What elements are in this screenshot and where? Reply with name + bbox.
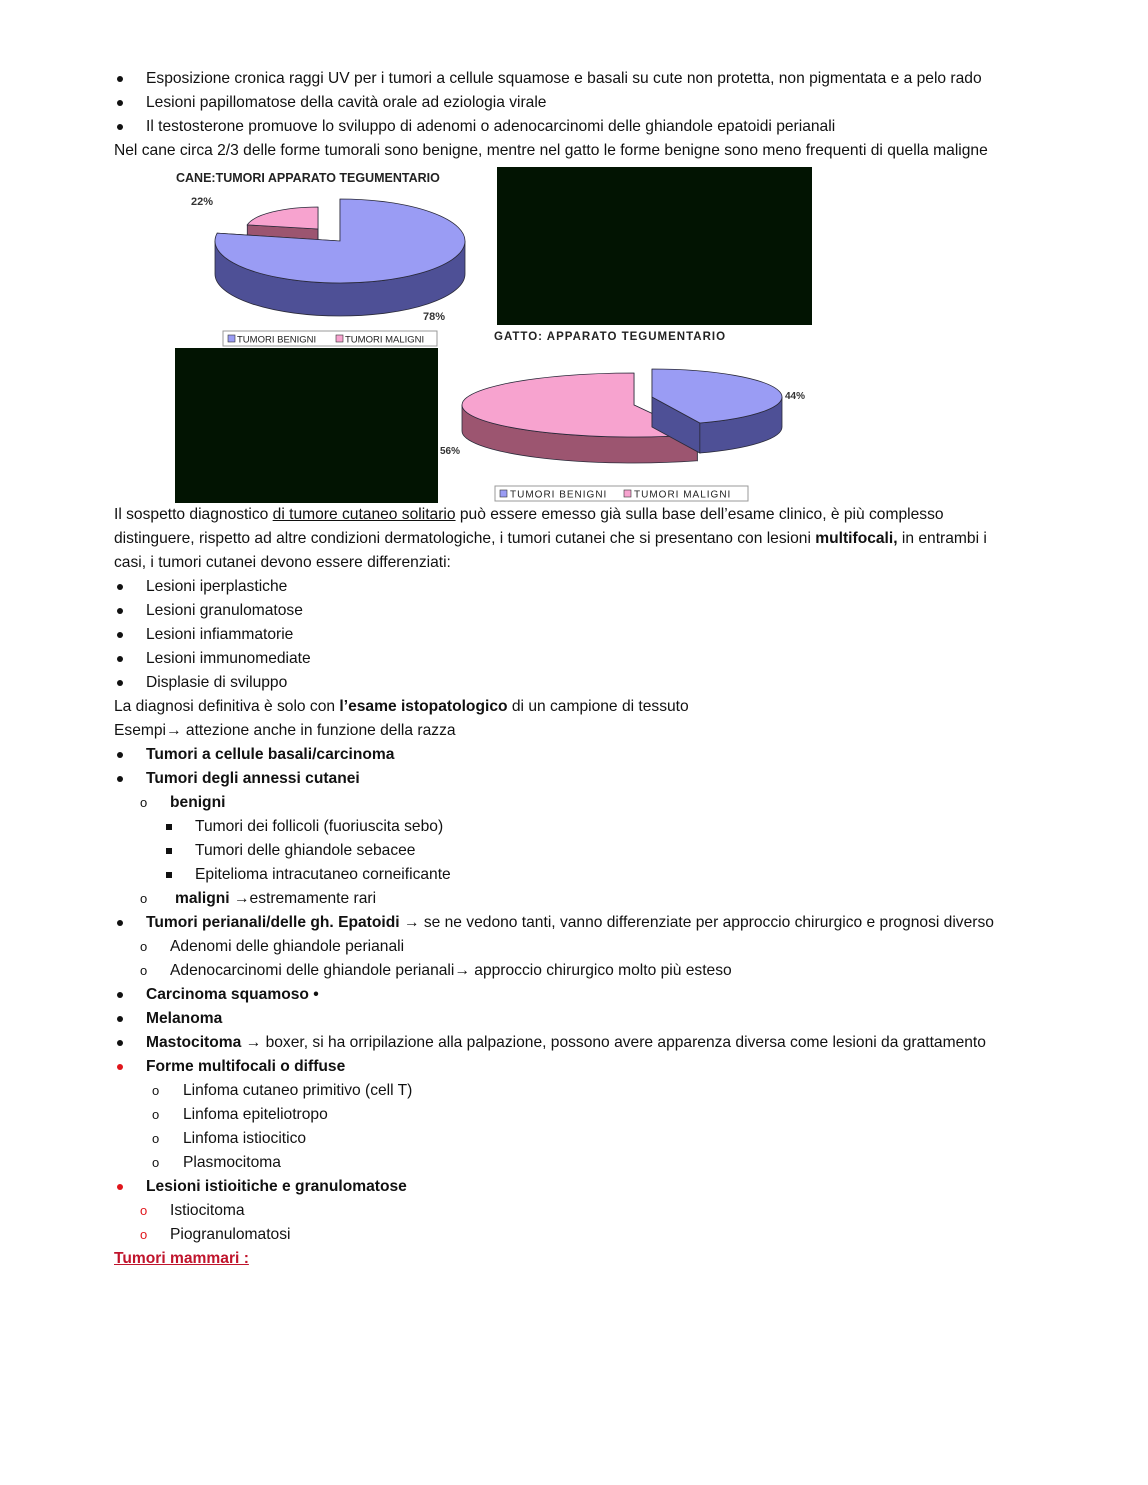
bold-text: multifocali, bbox=[815, 530, 898, 547]
circle-bullet-icon: o bbox=[152, 1131, 160, 1146]
dog-chart-title: CANE:TUMORI APPARATO TEGUMENTARIO bbox=[176, 171, 440, 185]
legend-swatch-malign bbox=[336, 335, 343, 342]
text: può essere emesso già sulla base dell’esame clinico, è più complesso distinguere, rispetto ad altre condizioni dermatologiche, i tumori cutanei che si presentano con lesioni bbox=[114, 506, 944, 547]
dog-legend-benign: TUMORI BENIGNI bbox=[237, 334, 317, 346]
list-item bbox=[114, 1199, 1014, 1223]
text: in entrambi i casi, i tumori cutanei devono essere differenziati: bbox=[114, 530, 987, 571]
cat-pie bbox=[462, 369, 782, 463]
bold-text: l’esame istopatologico bbox=[339, 698, 508, 715]
list-item-text: Esposizione cronica raggi UV per i tumori a cellule squamose e basali su cute non protetta, non pigmentata e a pelo rado bbox=[146, 70, 982, 87]
cat-benign-label: 44% bbox=[785, 391, 806, 402]
list-item-text: Piogranulomatosi bbox=[170, 1226, 291, 1243]
square-bullet-icon bbox=[166, 848, 172, 854]
list-item-text: Melanoma bbox=[146, 1010, 223, 1027]
list-item-text: benigni bbox=[170, 794, 226, 811]
list-item bbox=[114, 839, 1014, 863]
circle-bullet-icon: o bbox=[152, 1083, 160, 1098]
circle-bullet-icon: o bbox=[140, 795, 148, 810]
cat-legend-malign: TUMORI MALIGNI bbox=[634, 489, 732, 501]
pie-slice-benign bbox=[215, 199, 465, 283]
list-item bbox=[114, 911, 1014, 935]
list-item-text: Lesioni iperplastiche bbox=[146, 578, 288, 595]
list-item bbox=[114, 935, 1014, 959]
diagnosis-paragraph bbox=[114, 503, 1014, 575]
list-item-note: → se ne vedono tanti, vanno differenziate per approccio chirurgico e prognosi diverso bbox=[403, 914, 994, 931]
list-item bbox=[114, 1079, 1014, 1103]
legend-swatch-benign bbox=[500, 490, 507, 497]
list-item-note: → boxer, si ha orripilazione alla palpazione, possono avere apparenza diversa come lesioni da grattamento bbox=[245, 1034, 986, 1051]
text: Il sospetto diagnostico bbox=[114, 506, 273, 523]
list-item-text: Lesioni immunomediate bbox=[146, 650, 311, 667]
circle-bullet-icon: o bbox=[140, 939, 148, 954]
list-item-text: Lesioni istioitiche e granulomatose bbox=[146, 1178, 407, 1195]
list-item bbox=[114, 1055, 1014, 1079]
list-item bbox=[114, 863, 1014, 887]
cat-chart-title: GATTO: APPARATO TEGUMENTARIO bbox=[494, 331, 727, 343]
differential-list bbox=[114, 575, 1014, 695]
list-item bbox=[114, 91, 1014, 115]
circle-bullet-icon: o bbox=[140, 891, 148, 906]
list-item-text: Tumori dei follicoli (fuoriuscita sebo) bbox=[195, 818, 444, 835]
list-item-note: →estremamente rari bbox=[233, 890, 377, 907]
cat-legend-benign: TUMORI BENIGNI bbox=[510, 489, 608, 501]
list-item bbox=[114, 115, 1014, 139]
charts-svg bbox=[175, 167, 812, 503]
list-item bbox=[114, 1127, 1014, 1151]
list-item bbox=[114, 575, 1014, 599]
list-item-text: Adenocarcinomi delle ghiandole perianali→ approccio chirurgico molto più esteso bbox=[170, 962, 732, 979]
list-item bbox=[114, 1031, 1014, 1055]
list-item bbox=[114, 815, 1014, 839]
list-item-text: Tumori degli annessi cutanei bbox=[146, 770, 360, 787]
list-item bbox=[114, 887, 1014, 911]
risk-factor-list bbox=[114, 67, 1014, 139]
list-item-text: Il testosterone promuove lo sviluppo di adenomi o adenocarcinomi delle ghiandole epatoidi perianali bbox=[146, 118, 836, 135]
section-heading-mammary: Tumori mammari : bbox=[114, 1250, 249, 1267]
text: di un campione di tessuto bbox=[507, 698, 689, 715]
list-item bbox=[114, 647, 1014, 671]
dog-malign-label: 22% bbox=[191, 196, 214, 208]
list-item bbox=[114, 1007, 1014, 1031]
text: La diagnosi definitiva è solo con bbox=[114, 698, 340, 715]
list-item bbox=[114, 1151, 1014, 1175]
list-item bbox=[114, 1175, 1014, 1199]
list-item bbox=[114, 671, 1014, 695]
list-item-text: Linfoma epiteliotropo bbox=[183, 1106, 328, 1123]
list-item-text: Tumori a cellule basali/carcinoma bbox=[146, 746, 395, 763]
pie-charts-figure bbox=[175, 167, 812, 503]
list-item-text: Mastocitoma bbox=[146, 1034, 246, 1051]
list-item-text: Linfoma cutaneo primitivo (cell T) bbox=[183, 1082, 413, 1099]
dark-panel bbox=[175, 348, 438, 503]
list-item-text: Displasie di sviluppo bbox=[146, 674, 288, 691]
red-circle-bullet-icon: o bbox=[140, 1227, 148, 1242]
list-item bbox=[114, 1103, 1014, 1127]
square-bullet-icon bbox=[166, 872, 172, 878]
list-item bbox=[114, 743, 1014, 767]
tumor-list-2 bbox=[114, 911, 1014, 1247]
dog-pie bbox=[215, 199, 465, 316]
cat-malign-label: 56% bbox=[440, 446, 461, 457]
adnexa-sublist bbox=[114, 791, 1014, 911]
list-item-text: Forme multifocali o diffuse bbox=[146, 1058, 346, 1075]
list-item-text: Plasmocitoma bbox=[183, 1154, 281, 1171]
definitive-diagnosis bbox=[114, 695, 1014, 719]
list-item-text: Carcinoma squamoso • bbox=[146, 986, 319, 1003]
list-item bbox=[114, 767, 1014, 791]
list-item bbox=[114, 623, 1014, 647]
list-item-text: maligni bbox=[175, 890, 234, 907]
list-item-text: Istiocitoma bbox=[170, 1202, 245, 1219]
document-page bbox=[114, 67, 1014, 1271]
tumor-list bbox=[114, 743, 1014, 791]
pie-slice-malign bbox=[247, 207, 318, 229]
red-circle-bullet-icon: o bbox=[140, 1203, 148, 1218]
list-item-text: Epitelioma intracutaneo corneificante bbox=[195, 866, 451, 883]
dark-panel bbox=[497, 167, 812, 325]
list-item bbox=[114, 791, 1014, 815]
examples-line: Esempi→ attezione anche in funzione della razza bbox=[114, 722, 456, 739]
list-item bbox=[114, 1223, 1014, 1247]
circle-bullet-icon: o bbox=[152, 1155, 160, 1170]
list-item bbox=[114, 959, 1014, 983]
list-item bbox=[114, 983, 1014, 1007]
list-item-text: Lesioni granulomatose bbox=[146, 602, 303, 619]
legend-swatch-malign bbox=[624, 490, 631, 497]
list-item bbox=[114, 599, 1014, 623]
list-item-text: Lesioni papillomatose della cavità orale ad eziologia virale bbox=[146, 94, 547, 111]
list-item-text: Tumori perianali/delle gh. Epatoidi bbox=[146, 914, 404, 931]
circle-bullet-icon: o bbox=[140, 963, 148, 978]
underlined-text: di tumore cutaneo solitario bbox=[272, 506, 456, 523]
list-item-text: Adenomi delle ghiandole perianali bbox=[170, 938, 405, 955]
legend-swatch-benign bbox=[228, 335, 235, 342]
intro-paragraph: Nel cane circa 2/3 delle forme tumorali sono benigne, mentre nel gatto le forme benigne sono meno frequenti di quella maligne bbox=[114, 142, 988, 159]
list-item bbox=[114, 67, 1014, 91]
list-item-text: Tumori delle ghiandole sebacee bbox=[195, 842, 416, 859]
square-bullet-icon bbox=[166, 824, 172, 830]
dog-benign-label: 78% bbox=[423, 311, 446, 323]
list-item-text: Lesioni infiammatorie bbox=[146, 626, 294, 643]
dog-legend-malign: TUMORI MALIGNI bbox=[345, 334, 425, 346]
circle-bullet-icon: o bbox=[152, 1107, 160, 1122]
list-item-text: Linfoma istiocitico bbox=[183, 1130, 307, 1147]
